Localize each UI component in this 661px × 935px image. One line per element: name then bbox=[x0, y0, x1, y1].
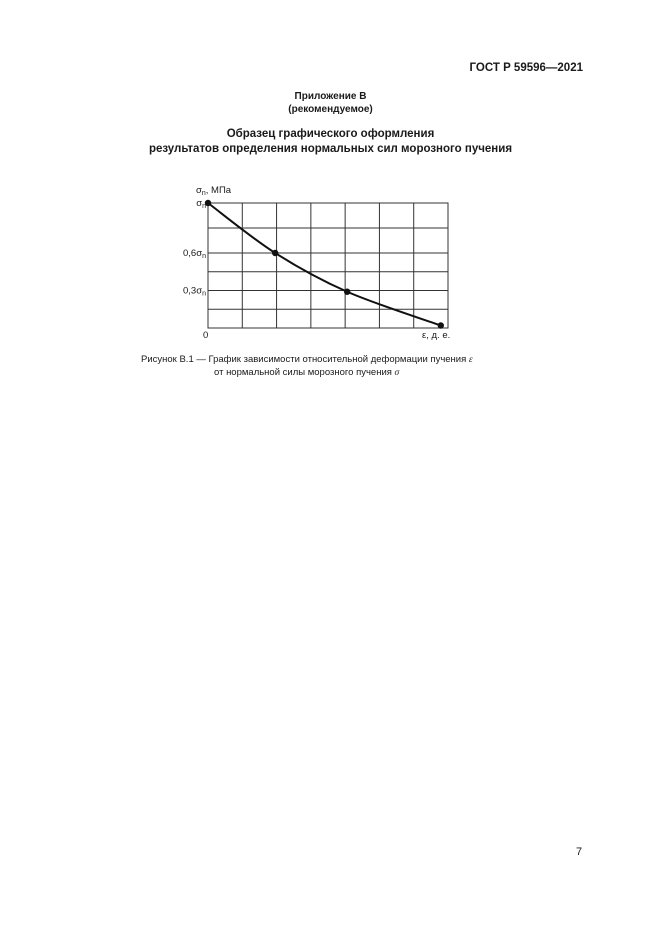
section-heading-line-1: Образец графического оформления bbox=[226, 128, 435, 140]
data-point bbox=[438, 322, 444, 328]
section-heading-line-2: результатов определения нормальных сил морозного пучения bbox=[148, 143, 513, 155]
appendix-title: Приложение В bbox=[294, 91, 367, 102]
chart-labels bbox=[183, 185, 450, 341]
caption-sigma-symbol: σ bbox=[394, 368, 400, 378]
data-point bbox=[344, 289, 350, 295]
chart-grid bbox=[208, 203, 448, 328]
appendix-status: (рекомендуемое) bbox=[288, 104, 373, 115]
caption-epsilon-symbol: ε bbox=[468, 355, 473, 365]
chart bbox=[0, 0, 661, 400]
caption-line-2-text: от нормальной силы морозного пучения bbox=[214, 367, 395, 378]
caption-line-1-text: Рисунок В.1 — График зависимости относительной деформации пучения bbox=[141, 354, 469, 365]
figure-caption-line-2 bbox=[214, 367, 399, 378]
page-number: 7 bbox=[576, 846, 583, 858]
x-axis-label: ε, д. е. bbox=[422, 330, 451, 341]
standard-code: ГОСТ Р 59596—2021 bbox=[469, 62, 583, 74]
y-axis-label: $\sigma_n$, МПа bbox=[196, 185, 232, 197]
series-curve bbox=[208, 203, 441, 326]
figure-caption-line-1 bbox=[141, 354, 473, 365]
y-tick-label: $\sigma_n$ bbox=[196, 198, 206, 210]
y-tick-label: $0,3\sigma_n$ bbox=[183, 285, 206, 298]
y-tick-label: $0,6\sigma_n$ bbox=[183, 248, 206, 260]
chart-curve-layer bbox=[208, 203, 441, 326]
data-point bbox=[272, 250, 278, 256]
origin-label: 0 bbox=[203, 330, 209, 341]
